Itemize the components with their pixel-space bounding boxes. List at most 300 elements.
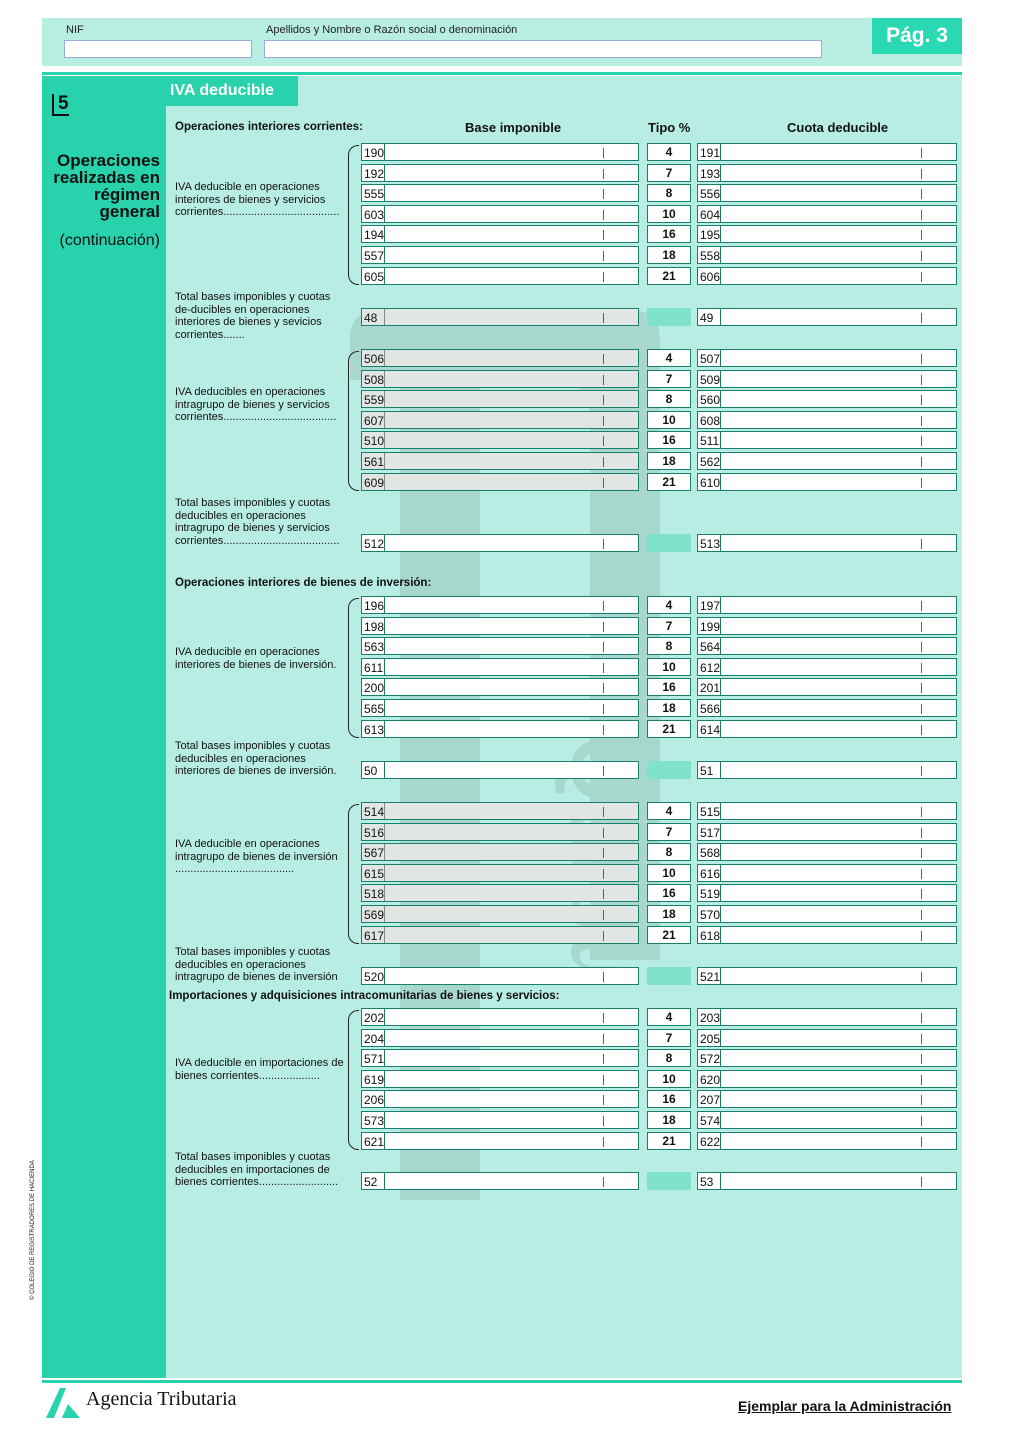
- code-divider: [384, 803, 385, 819]
- code-divider: [384, 679, 385, 695]
- decimal-mark: [603, 972, 604, 982]
- cuota-deducible-field[interactable]: [697, 164, 957, 182]
- decimal-mark: [921, 601, 922, 611]
- box-code: 612: [700, 660, 721, 675]
- box-code: 622: [700, 1134, 721, 1149]
- box-code: 517: [700, 825, 721, 840]
- base-imponible-field[interactable]: [361, 1049, 639, 1067]
- code-divider: [720, 309, 721, 325]
- box-code: 619: [364, 1072, 385, 1087]
- decimal-mark: [603, 1095, 604, 1105]
- base-imponible-field[interactable]: [361, 926, 639, 944]
- box-code: 507: [700, 352, 721, 366]
- decimal-mark: [603, 1054, 604, 1064]
- decimal-mark: [603, 622, 604, 632]
- code-divider: [720, 432, 721, 448]
- box-code: 509: [700, 372, 721, 387]
- decimal-mark: [603, 828, 604, 838]
- box-code: 618: [700, 928, 721, 943]
- code-divider: [720, 803, 721, 819]
- decimal-mark: [921, 313, 922, 323]
- box-code: 610: [700, 475, 721, 490]
- copy-label: Ejemplar para la Administración: [738, 1398, 952, 1414]
- code-divider: [384, 1091, 385, 1107]
- cuota-deducible-field[interactable]: [697, 699, 957, 717]
- code-divider: [384, 1071, 385, 1087]
- section-sidebar: [42, 76, 166, 1378]
- cuota-deducible-field[interactable]: [697, 1049, 957, 1067]
- section-title: Operaciones realizadas en régimen general: [53, 151, 160, 221]
- code-divider: [384, 1009, 385, 1025]
- group-brace: [348, 1010, 359, 1150]
- box-code: 50: [364, 764, 378, 778]
- decimal-mark: [603, 354, 604, 364]
- cuota-deducible-field[interactable]: [697, 802, 957, 820]
- side-note: © COLEGIO DE REGISTRADORES DE HACIENDA: [30, 1160, 36, 1300]
- tipo-cell: 21: [647, 267, 691, 285]
- decimal-mark: [603, 539, 604, 549]
- box-code: 51: [700, 764, 714, 778]
- cuota-deducible-field[interactable]: [697, 596, 957, 614]
- tipo-cell: 4: [647, 802, 691, 820]
- code-divider: [720, 885, 721, 901]
- cuota-deducible-field[interactable]: [697, 246, 957, 264]
- decimal-mark: [603, 725, 604, 735]
- box-code: 617: [364, 928, 385, 943]
- code-divider: [720, 618, 721, 634]
- tipo-cell: 8: [647, 843, 691, 861]
- cuota-deducible-field[interactable]: [697, 473, 957, 491]
- decimal-mark: [921, 1177, 922, 1187]
- code-divider: [384, 371, 385, 387]
- cuota-deducible-field[interactable]: [697, 1111, 957, 1129]
- total-base-field[interactable]: [361, 534, 639, 552]
- tipo-cell: 8: [647, 390, 691, 408]
- box-code: 562: [700, 455, 721, 469]
- base-imponible-field[interactable]: [361, 823, 639, 841]
- total-description: Total bases imponibles y cuotas deducibles en operaciones intragrupo de bienes y servicios corrientes......................................: [175, 497, 340, 547]
- col-cuota-header: Cuota deducible: [787, 120, 889, 135]
- cuota-deducible-field[interactable]: [697, 823, 957, 841]
- base-imponible-field[interactable]: [361, 596, 639, 614]
- tipo-blank-cell: [647, 308, 691, 326]
- base-imponible-field[interactable]: [361, 884, 639, 902]
- subheader-interiores-corrientes: Operaciones interiores corrientes:: [175, 121, 363, 133]
- box-code: 563: [364, 640, 385, 655]
- base-imponible-field[interactable]: [361, 802, 639, 820]
- base-imponible-field[interactable]: [361, 452, 639, 470]
- box-code: 191: [700, 146, 721, 160]
- subheader-interiores-inversion: Operaciones interiores de bienes de inversión:: [175, 577, 432, 589]
- decimal-mark: [603, 601, 604, 611]
- box-code: 513: [700, 537, 721, 551]
- decimal-mark: [921, 189, 922, 199]
- base-imponible-field[interactable]: [361, 205, 639, 223]
- decimal-mark: [921, 1137, 922, 1147]
- box-code: 556: [700, 187, 721, 202]
- cuota-deducible-field[interactable]: [697, 1090, 957, 1108]
- decimal-mark: [603, 642, 604, 652]
- box-code: 511: [700, 434, 720, 449]
- decimal-mark: [603, 663, 604, 673]
- box-code: 567: [364, 846, 385, 861]
- base-imponible-field[interactable]: [361, 1008, 639, 1026]
- total-base-field[interactable]: [361, 308, 639, 326]
- cuota-deducible-field[interactable]: [697, 411, 957, 429]
- tipo-blank-cell: [647, 761, 691, 779]
- code-divider: [384, 206, 385, 222]
- cuota-deducible-field[interactable]: [697, 452, 957, 470]
- decimal-mark: [921, 1034, 922, 1044]
- name-field[interactable]: [264, 40, 822, 58]
- tipo-cell: 4: [647, 143, 691, 161]
- cuota-deducible-field[interactable]: [697, 926, 957, 944]
- total-cuota-field[interactable]: [697, 308, 957, 326]
- decimal-mark: [603, 910, 604, 920]
- code-divider: [384, 535, 385, 551]
- decimal-mark: [921, 169, 922, 179]
- decimal-mark: [921, 766, 922, 776]
- cuota-deducible-field[interactable]: [697, 390, 957, 408]
- box-code: 206: [364, 1093, 385, 1108]
- base-imponible-field[interactable]: [361, 699, 639, 717]
- cuota-deducible-field[interactable]: [697, 205, 957, 223]
- box-code: 566: [700, 702, 721, 716]
- code-divider: [720, 1009, 721, 1025]
- box-code: 570: [700, 908, 721, 922]
- box-code: 573: [364, 1114, 385, 1128]
- box-code: 200: [364, 681, 385, 696]
- total-base-field[interactable]: [361, 967, 639, 985]
- box-code: 571: [364, 1052, 385, 1067]
- decimal-mark: [603, 416, 604, 426]
- tipo-cell: 16: [647, 678, 691, 696]
- base-imponible-field[interactable]: [361, 1090, 639, 1108]
- tipo-cell: 18: [647, 452, 691, 470]
- base-imponible-field[interactable]: [361, 1132, 639, 1150]
- group-description: IVA deducibles en operaciones intragrupo de bienes y servicios corrientes.....................................: [175, 386, 337, 423]
- cuota-deducible-field[interactable]: [697, 267, 957, 285]
- base-imponible-field[interactable]: [361, 617, 639, 635]
- box-code: 572: [700, 1052, 721, 1067]
- total-base-field[interactable]: [361, 1172, 639, 1190]
- code-divider: [720, 1030, 721, 1046]
- code-divider: [720, 247, 721, 263]
- code-divider: [384, 474, 385, 490]
- box-code: 518: [364, 887, 385, 902]
- base-imponible-field[interactable]: [361, 349, 639, 367]
- code-divider: [384, 432, 385, 448]
- box-code: 204: [364, 1031, 385, 1046]
- box-code: 49: [700, 311, 714, 325]
- box-code: 611: [364, 660, 384, 675]
- code-divider: [720, 226, 721, 242]
- box-code: 510: [364, 434, 385, 449]
- cuota-deducible-field[interactable]: [697, 637, 957, 655]
- box-code: 603: [364, 207, 385, 222]
- code-divider: [384, 618, 385, 634]
- base-imponible-field[interactable]: [361, 637, 639, 655]
- code-divider: [720, 391, 721, 407]
- decimal-mark: [921, 972, 922, 982]
- section-subtitle: (continuación): [59, 232, 160, 249]
- decimal-mark: [921, 889, 922, 899]
- box-code: 564: [700, 640, 721, 655]
- base-imponible-field[interactable]: [361, 658, 639, 676]
- box-code: 559: [364, 393, 385, 408]
- box-code: 614: [700, 722, 721, 737]
- decimal-mark: [921, 395, 922, 405]
- decimal-mark: [603, 457, 604, 467]
- tipo-cell: 18: [647, 246, 691, 264]
- base-imponible-field[interactable]: [361, 370, 639, 388]
- code-divider: [720, 1112, 721, 1128]
- cuota-deducible-field[interactable]: [697, 349, 957, 367]
- code-divider: [384, 1173, 385, 1189]
- base-imponible-field[interactable]: [361, 390, 639, 408]
- base-imponible-field[interactable]: [361, 864, 639, 882]
- cuota-deducible-field[interactable]: [697, 1070, 957, 1088]
- group-description: IVA deducible en operaciones interiores de bienes y servicios corrientes......................................: [175, 181, 340, 218]
- total-description: Total bases imponibles y cuotas deducibles en operaciones intragrupo de bienes de inversión: [175, 946, 338, 983]
- box-code: 561: [364, 455, 385, 469]
- base-imponible-field[interactable]: [361, 411, 639, 429]
- group-brace: [348, 145, 359, 285]
- box-code: 192: [364, 166, 385, 181]
- box-code: 615: [364, 866, 385, 881]
- box-code: 569: [364, 908, 385, 922]
- cuota-deducible-field[interactable]: [697, 143, 957, 161]
- code-divider: [720, 824, 721, 840]
- col-base-header: Base imponible: [465, 120, 562, 135]
- code-divider: [384, 659, 385, 675]
- code-divider: [720, 268, 721, 284]
- decimal-mark: [921, 1013, 922, 1023]
- subheader-importaciones: Importaciones y adquisiciones intracomunitarias de bienes y servicios:: [169, 990, 560, 1002]
- decimal-mark: [603, 189, 604, 199]
- code-divider: [384, 1112, 385, 1128]
- code-divider: [384, 1133, 385, 1149]
- box-code: 568: [700, 846, 721, 861]
- code-divider: [720, 638, 721, 654]
- base-imponible-field[interactable]: [361, 184, 639, 202]
- base-imponible-field[interactable]: [361, 164, 639, 182]
- base-imponible-field[interactable]: [361, 225, 639, 243]
- tipo-cell: 8: [647, 1049, 691, 1067]
- total-base-field[interactable]: [361, 761, 639, 779]
- code-divider: [384, 700, 385, 716]
- cuota-deducible-field[interactable]: [697, 905, 957, 923]
- decimal-mark: [921, 622, 922, 632]
- cuota-deducible-field[interactable]: [697, 370, 957, 388]
- tipo-cell: 18: [647, 1111, 691, 1129]
- cuota-deducible-field[interactable]: [697, 184, 957, 202]
- total-cuota-field[interactable]: [697, 967, 957, 985]
- group-brace: [348, 598, 359, 738]
- section-badge: IVA deducible: [166, 76, 298, 106]
- decimal-mark: [921, 375, 922, 385]
- tipo-cell: 7: [647, 370, 691, 388]
- agency-name: Agencia Tributaria: [86, 1388, 237, 1410]
- box-code: 616: [700, 866, 721, 881]
- decimal-mark: [921, 807, 922, 817]
- box-code: 620: [700, 1072, 721, 1087]
- decimal-mark: [603, 251, 604, 261]
- code-divider: [720, 371, 721, 387]
- decimal-mark: [603, 889, 604, 899]
- base-imponible-field[interactable]: [361, 678, 639, 696]
- tipo-cell: 16: [647, 1090, 691, 1108]
- code-divider: [384, 1030, 385, 1046]
- base-imponible-field[interactable]: [361, 1111, 639, 1129]
- cuota-deducible-field[interactable]: [697, 658, 957, 676]
- code-divider: [720, 412, 721, 428]
- decimal-mark: [921, 251, 922, 261]
- total-description: Total bases imponibles y cuotas deducibles en operaciones interiores de bienes de inversión.: [175, 740, 337, 777]
- decimal-mark: [603, 848, 604, 858]
- cuota-deducible-field[interactable]: [697, 1029, 957, 1047]
- base-imponible-field[interactable]: [361, 431, 639, 449]
- box-code: 557: [364, 249, 385, 263]
- box-code: 53: [700, 1175, 714, 1189]
- code-divider: [720, 453, 721, 469]
- tipo-blank-cell: [647, 534, 691, 552]
- cuota-deducible-field[interactable]: [697, 1008, 957, 1026]
- decimal-mark: [921, 848, 922, 858]
- base-imponible-field[interactable]: [361, 246, 639, 264]
- cuota-deducible-field[interactable]: [697, 720, 957, 738]
- code-divider: [720, 1173, 721, 1189]
- box-code: 190: [364, 146, 385, 160]
- base-imponible-field[interactable]: [361, 720, 639, 738]
- decimal-mark: [603, 766, 604, 776]
- box-code: 199: [700, 619, 721, 634]
- code-divider: [720, 721, 721, 737]
- box-code: 205: [700, 1031, 721, 1046]
- base-imponible-field[interactable]: [361, 843, 639, 861]
- box-code: 48: [364, 311, 378, 325]
- code-divider: [384, 721, 385, 737]
- cuota-deducible-field[interactable]: [697, 843, 957, 861]
- code-divider: [384, 597, 385, 613]
- tipo-blank-cell: [647, 967, 691, 985]
- tipo-cell: 7: [647, 164, 691, 182]
- code-divider: [384, 309, 385, 325]
- code-divider: [720, 185, 721, 201]
- box-code: 512: [364, 537, 385, 551]
- base-imponible-field[interactable]: [361, 143, 639, 161]
- box-code: 52: [364, 1175, 378, 1189]
- cuota-deducible-field[interactable]: [697, 431, 957, 449]
- box-code: 203: [700, 1011, 721, 1025]
- tipo-cell: 7: [647, 823, 691, 841]
- decimal-mark: [921, 1116, 922, 1126]
- page-number: Pág. 3: [872, 18, 962, 54]
- base-imponible-field[interactable]: [361, 905, 639, 923]
- col-tipo-header: Tipo %: [648, 120, 691, 135]
- code-divider: [720, 968, 721, 984]
- agency-logo-icon: [44, 1386, 82, 1420]
- code-divider: [720, 906, 721, 922]
- cuota-deducible-field[interactable]: [697, 1132, 957, 1150]
- decimal-mark: [603, 478, 604, 488]
- decimal-mark: [921, 869, 922, 879]
- nif-field[interactable]: [64, 40, 252, 58]
- box-code: 519: [700, 887, 721, 902]
- total-cuota-field[interactable]: [697, 761, 957, 779]
- group-description: IVA deducible en operaciones interiores de bienes de inversión.: [175, 646, 337, 671]
- decimal-mark: [921, 148, 922, 158]
- tipo-cell: 10: [647, 205, 691, 223]
- code-divider: [720, 165, 721, 181]
- code-divider: [384, 885, 385, 901]
- box-code: 606: [700, 269, 721, 284]
- decimal-mark: [603, 436, 604, 446]
- decimal-mark: [603, 230, 604, 240]
- cuota-deducible-field[interactable]: [697, 864, 957, 882]
- decimal-mark: [603, 375, 604, 385]
- base-imponible-field[interactable]: [361, 1070, 639, 1088]
- decimal-mark: [603, 148, 604, 158]
- decimal-mark: [921, 910, 922, 920]
- total-cuota-field[interactable]: [697, 534, 957, 552]
- tipo-cell: 21: [647, 720, 691, 738]
- decimal-mark: [921, 725, 922, 735]
- decimal-mark: [603, 869, 604, 879]
- tipo-cell: 18: [647, 699, 691, 717]
- tipo-cell: 7: [647, 1029, 691, 1047]
- code-divider: [384, 185, 385, 201]
- base-imponible-field[interactable]: [361, 267, 639, 285]
- box-code: 514: [364, 805, 385, 819]
- total-description: Total bases imponibles y cuotas de-ducibles en operaciones interiores de bienes y sevicios corrientes.......: [175, 291, 331, 341]
- base-imponible-field[interactable]: [361, 473, 639, 491]
- code-divider: [384, 391, 385, 407]
- decimal-mark: [921, 539, 922, 549]
- box-code: 207: [700, 1093, 721, 1108]
- cuota-deducible-field[interactable]: [697, 225, 957, 243]
- tipo-cell: 8: [647, 184, 691, 202]
- box-code: 516: [364, 825, 385, 840]
- code-divider: [720, 844, 721, 860]
- tipo-blank-cell: [647, 1172, 691, 1190]
- box-code: 196: [364, 599, 385, 613]
- box-code: 574: [700, 1114, 721, 1128]
- total-description: Total bases imponibles y cuotas deducibles en importaciones de bienes corrientes..........................: [175, 1151, 339, 1188]
- box-code: 621: [364, 1134, 385, 1149]
- code-divider: [384, 1050, 385, 1066]
- group-brace: [348, 351, 359, 491]
- code-divider: [384, 412, 385, 428]
- box-code: 202: [364, 1011, 385, 1025]
- cuota-deducible-field[interactable]: [697, 884, 957, 902]
- decimal-mark: [921, 683, 922, 693]
- box-code: 558: [700, 249, 721, 263]
- tipo-cell: 21: [647, 926, 691, 944]
- total-cuota-field[interactable]: [697, 1172, 957, 1190]
- decimal-mark: [603, 1177, 604, 1187]
- bottom-rule: [42, 1380, 962, 1383]
- code-divider: [720, 762, 721, 778]
- tipo-cell: 16: [647, 884, 691, 902]
- base-imponible-field[interactable]: [361, 1029, 639, 1047]
- box-code: 193: [700, 166, 721, 181]
- decimal-mark: [921, 828, 922, 838]
- cuota-deducible-field[interactable]: [697, 678, 957, 696]
- cuota-deducible-field[interactable]: [697, 617, 957, 635]
- decimal-mark: [603, 1013, 604, 1023]
- tipo-cell: 16: [647, 431, 691, 449]
